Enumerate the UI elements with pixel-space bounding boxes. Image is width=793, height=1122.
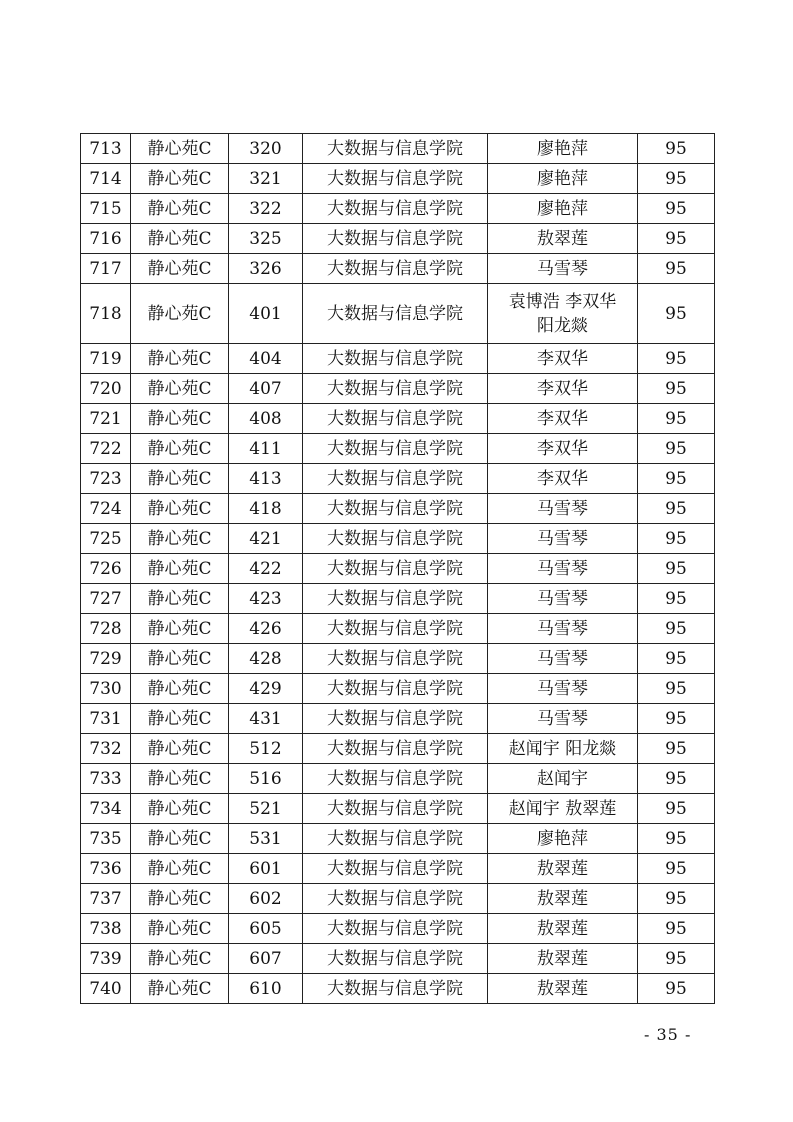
table-row xyxy=(81,944,715,974)
table-row xyxy=(81,794,715,824)
college-cell: 大数据与信息学院 xyxy=(303,914,488,944)
advisor-name-line: 马雪琴 xyxy=(537,618,588,639)
score-cell: 95 xyxy=(638,734,715,764)
advisor-names-cell xyxy=(488,224,638,254)
table-row xyxy=(81,344,715,374)
college-cell: 大数据与信息学院 xyxy=(303,344,488,374)
building-cell: 静心苑C xyxy=(131,794,229,824)
room-number-cell: 320 xyxy=(229,134,303,164)
building-cell: 静心苑C xyxy=(131,344,229,374)
table-row xyxy=(81,134,715,164)
score-cell: 95 xyxy=(638,974,715,1004)
advisor-names-cell xyxy=(488,734,638,764)
score-cell: 95 xyxy=(638,944,715,974)
row-number-cell: 736 xyxy=(81,854,131,884)
advisor-name-line: 赵闻宇 阳龙燚 xyxy=(508,738,617,759)
row-number-cell: 738 xyxy=(81,914,131,944)
advisor-name-line: 敖翠莲 xyxy=(537,858,588,879)
score-cell: 95 xyxy=(638,644,715,674)
advisor-name-line: 赵闻宇 敖翠莲 xyxy=(508,798,617,819)
table-row xyxy=(81,914,715,944)
advisor-names-cell xyxy=(488,764,638,794)
table-row xyxy=(81,974,715,1004)
score-cell: 95 xyxy=(638,884,715,914)
table-row xyxy=(81,434,715,464)
row-number-cell: 718 xyxy=(81,284,131,344)
building-cell: 静心苑C xyxy=(131,494,229,524)
table-row xyxy=(81,704,715,734)
building-cell: 静心苑C xyxy=(131,134,229,164)
college-cell: 大数据与信息学院 xyxy=(303,644,488,674)
score-cell: 95 xyxy=(638,584,715,614)
score-cell: 95 xyxy=(638,524,715,554)
row-number-cell: 720 xyxy=(81,374,131,404)
college-cell: 大数据与信息学院 xyxy=(303,284,488,344)
advisor-names-cell xyxy=(488,944,638,974)
advisor-name-line: 马雪琴 xyxy=(537,528,588,549)
advisor-names-cell xyxy=(488,794,638,824)
building-cell: 静心苑C xyxy=(131,584,229,614)
advisor-names-cell xyxy=(488,914,638,944)
room-number-cell: 601 xyxy=(229,854,303,884)
row-number-cell: 729 xyxy=(81,644,131,674)
room-number-cell: 411 xyxy=(229,434,303,464)
room-number-cell: 431 xyxy=(229,704,303,734)
score-cell: 95 xyxy=(638,794,715,824)
score-cell: 95 xyxy=(638,704,715,734)
table-row xyxy=(81,674,715,704)
table-row xyxy=(81,734,715,764)
score-cell: 95 xyxy=(638,854,715,884)
advisor-name-line: 廖艳萍 xyxy=(537,138,588,159)
row-number-cell: 734 xyxy=(81,794,131,824)
room-number-cell: 531 xyxy=(229,824,303,854)
table-row xyxy=(81,524,715,554)
college-cell: 大数据与信息学院 xyxy=(303,554,488,584)
row-number-cell: 717 xyxy=(81,254,131,284)
score-cell: 95 xyxy=(638,374,715,404)
room-number-cell: 413 xyxy=(229,464,303,494)
advisor-names-cell xyxy=(488,194,638,224)
table-row xyxy=(81,254,715,284)
advisor-name-line: 敖翠莲 xyxy=(537,228,588,249)
score-cell: 95 xyxy=(638,554,715,584)
table-row xyxy=(81,854,715,884)
advisor-name-line: 李双华 xyxy=(537,438,588,459)
table-row xyxy=(81,374,715,404)
college-cell: 大数据与信息学院 xyxy=(303,824,488,854)
room-number-cell: 426 xyxy=(229,614,303,644)
row-number-cell: 731 xyxy=(81,704,131,734)
score-cell: 95 xyxy=(638,494,715,524)
college-cell: 大数据与信息学院 xyxy=(303,494,488,524)
advisor-names-cell xyxy=(488,554,638,584)
advisor-name-line: 李双华 xyxy=(537,378,588,399)
advisor-names-cell xyxy=(488,524,638,554)
room-number-cell: 605 xyxy=(229,914,303,944)
advisor-name-line: 李双华 xyxy=(537,348,588,369)
row-number-cell: 732 xyxy=(81,734,131,764)
college-cell: 大数据与信息学院 xyxy=(303,584,488,614)
college-cell: 大数据与信息学院 xyxy=(303,614,488,644)
score-cell: 95 xyxy=(638,464,715,494)
advisor-names-cell xyxy=(488,464,638,494)
score-cell: 95 xyxy=(638,824,715,854)
dormitory-score-table xyxy=(80,133,715,1004)
score-cell: 95 xyxy=(638,224,715,254)
row-number-cell: 724 xyxy=(81,494,131,524)
advisor-name-line: 马雪琴 xyxy=(537,708,588,729)
advisor-names-cell xyxy=(488,374,638,404)
advisor-names-cell xyxy=(488,344,638,374)
advisor-names-cell xyxy=(488,644,638,674)
building-cell: 静心苑C xyxy=(131,554,229,584)
room-number-cell: 512 xyxy=(229,734,303,764)
building-cell: 静心苑C xyxy=(131,884,229,914)
advisor-name-line: 阳龙燚 xyxy=(537,315,588,336)
building-cell: 静心苑C xyxy=(131,974,229,1004)
score-cell: 95 xyxy=(638,434,715,464)
college-cell: 大数据与信息学院 xyxy=(303,254,488,284)
building-cell: 静心苑C xyxy=(131,914,229,944)
room-number-cell: 429 xyxy=(229,674,303,704)
advisor-name-line: 马雪琴 xyxy=(537,678,588,699)
row-number-cell: 737 xyxy=(81,884,131,914)
college-cell: 大数据与信息学院 xyxy=(303,194,488,224)
advisor-names-cell xyxy=(488,134,638,164)
row-number-cell: 728 xyxy=(81,614,131,644)
table-row xyxy=(81,464,715,494)
score-cell: 95 xyxy=(638,674,715,704)
page-number: - 35 - xyxy=(644,1025,692,1044)
advisor-name-line: 马雪琴 xyxy=(537,588,588,609)
row-number-cell: 715 xyxy=(81,194,131,224)
advisor-names-cell xyxy=(488,404,638,434)
building-cell: 静心苑C xyxy=(131,764,229,794)
college-cell: 大数据与信息学院 xyxy=(303,764,488,794)
room-number-cell: 408 xyxy=(229,404,303,434)
college-cell: 大数据与信息学院 xyxy=(303,974,488,1004)
table-row xyxy=(81,494,715,524)
score-cell: 95 xyxy=(638,254,715,284)
table-row xyxy=(81,164,715,194)
row-number-cell: 725 xyxy=(81,524,131,554)
advisor-name-line: 李双华 xyxy=(537,408,588,429)
advisor-names-cell xyxy=(488,974,638,1004)
room-number-cell: 322 xyxy=(229,194,303,224)
room-number-cell: 407 xyxy=(229,374,303,404)
table-row xyxy=(81,614,715,644)
score-cell: 95 xyxy=(638,344,715,374)
table-row xyxy=(81,644,715,674)
row-number-cell: 722 xyxy=(81,434,131,464)
advisor-name-line: 敖翠莲 xyxy=(537,978,588,999)
advisor-names-cell xyxy=(488,854,638,884)
score-cell: 95 xyxy=(638,194,715,224)
table-row xyxy=(81,554,715,584)
table-row xyxy=(81,764,715,794)
row-number-cell: 740 xyxy=(81,974,131,1004)
college-cell: 大数据与信息学院 xyxy=(303,464,488,494)
score-cell: 95 xyxy=(638,614,715,644)
row-number-cell: 726 xyxy=(81,554,131,584)
room-number-cell: 607 xyxy=(229,944,303,974)
row-number-cell: 735 xyxy=(81,824,131,854)
advisor-name-line: 马雪琴 xyxy=(537,648,588,669)
advisor-name-line: 廖艳萍 xyxy=(537,168,588,189)
row-number-cell: 719 xyxy=(81,344,131,374)
advisor-name-line: 马雪琴 xyxy=(537,258,588,279)
room-number-cell: 610 xyxy=(229,974,303,1004)
advisor-name-line: 赵闻宇 xyxy=(537,768,588,789)
building-cell: 静心苑C xyxy=(131,194,229,224)
advisor-name-line: 廖艳萍 xyxy=(537,828,588,849)
building-cell: 静心苑C xyxy=(131,644,229,674)
advisor-name-line: 袁博浩 李双华 xyxy=(508,291,617,312)
score-cell: 95 xyxy=(638,914,715,944)
score-cell: 95 xyxy=(638,764,715,794)
advisor-names-cell xyxy=(488,884,638,914)
room-number-cell: 325 xyxy=(229,224,303,254)
advisor-names-cell xyxy=(488,824,638,854)
table-row xyxy=(81,404,715,434)
room-number-cell: 321 xyxy=(229,164,303,194)
building-cell: 静心苑C xyxy=(131,734,229,764)
advisor-names-cell xyxy=(488,674,638,704)
room-number-cell: 326 xyxy=(229,254,303,284)
college-cell: 大数据与信息学院 xyxy=(303,884,488,914)
college-cell: 大数据与信息学院 xyxy=(303,674,488,704)
room-number-cell: 428 xyxy=(229,644,303,674)
college-cell: 大数据与信息学院 xyxy=(303,854,488,884)
row-number-cell: 716 xyxy=(81,224,131,254)
room-number-cell: 516 xyxy=(229,764,303,794)
score-cell: 95 xyxy=(638,134,715,164)
row-number-cell: 714 xyxy=(81,164,131,194)
table-row xyxy=(81,284,715,344)
room-number-cell: 602 xyxy=(229,884,303,914)
building-cell: 静心苑C xyxy=(131,854,229,884)
advisor-name-line: 敖翠莲 xyxy=(537,888,588,909)
building-cell: 静心苑C xyxy=(131,404,229,434)
advisor-name-line: 马雪琴 xyxy=(537,498,588,519)
table-row xyxy=(81,224,715,254)
row-number-cell: 733 xyxy=(81,764,131,794)
building-cell: 静心苑C xyxy=(131,614,229,644)
building-cell: 静心苑C xyxy=(131,374,229,404)
advisor-names-cell xyxy=(488,704,638,734)
advisor-names-cell xyxy=(488,284,638,344)
building-cell: 静心苑C xyxy=(131,164,229,194)
college-cell: 大数据与信息学院 xyxy=(303,524,488,554)
advisor-names-cell xyxy=(488,164,638,194)
college-cell: 大数据与信息学院 xyxy=(303,224,488,254)
table-row xyxy=(81,194,715,224)
room-number-cell: 418 xyxy=(229,494,303,524)
row-number-cell: 721 xyxy=(81,404,131,434)
room-number-cell: 404 xyxy=(229,344,303,374)
advisor-names-cell xyxy=(488,584,638,614)
advisor-name-line: 敖翠莲 xyxy=(537,918,588,939)
score-cell: 95 xyxy=(638,284,715,344)
college-cell: 大数据与信息学院 xyxy=(303,734,488,764)
building-cell: 静心苑C xyxy=(131,464,229,494)
advisor-name-line: 李双华 xyxy=(537,468,588,489)
row-number-cell: 739 xyxy=(81,944,131,974)
row-number-cell: 723 xyxy=(81,464,131,494)
advisor-names-cell xyxy=(488,494,638,524)
college-cell: 大数据与信息学院 xyxy=(303,404,488,434)
college-cell: 大数据与信息学院 xyxy=(303,704,488,734)
score-cell: 95 xyxy=(638,404,715,434)
college-cell: 大数据与信息学院 xyxy=(303,164,488,194)
building-cell: 静心苑C xyxy=(131,524,229,554)
row-number-cell: 730 xyxy=(81,674,131,704)
row-number-cell: 713 xyxy=(81,134,131,164)
building-cell: 静心苑C xyxy=(131,944,229,974)
advisor-names-cell xyxy=(488,434,638,464)
row-number-cell: 727 xyxy=(81,584,131,614)
advisor-names-cell xyxy=(488,614,638,644)
building-cell: 静心苑C xyxy=(131,224,229,254)
table-row xyxy=(81,884,715,914)
college-cell: 大数据与信息学院 xyxy=(303,434,488,464)
room-number-cell: 401 xyxy=(229,284,303,344)
college-cell: 大数据与信息学院 xyxy=(303,944,488,974)
room-number-cell: 422 xyxy=(229,554,303,584)
building-cell: 静心苑C xyxy=(131,674,229,704)
college-cell: 大数据与信息学院 xyxy=(303,794,488,824)
table-row xyxy=(81,584,715,614)
room-number-cell: 421 xyxy=(229,524,303,554)
table-row xyxy=(81,824,715,854)
college-cell: 大数据与信息学院 xyxy=(303,374,488,404)
room-number-cell: 521 xyxy=(229,794,303,824)
building-cell: 静心苑C xyxy=(131,284,229,344)
building-cell: 静心苑C xyxy=(131,704,229,734)
college-cell: 大数据与信息学院 xyxy=(303,134,488,164)
table-body xyxy=(81,134,715,1004)
advisor-name-line: 敖翠莲 xyxy=(537,948,588,969)
building-cell: 静心苑C xyxy=(131,824,229,854)
building-cell: 静心苑C xyxy=(131,434,229,464)
room-number-cell: 423 xyxy=(229,584,303,614)
advisor-name-line: 马雪琴 xyxy=(537,558,588,579)
advisor-name-line: 廖艳萍 xyxy=(537,198,588,219)
score-cell: 95 xyxy=(638,164,715,194)
advisor-names-cell xyxy=(488,254,638,284)
building-cell: 静心苑C xyxy=(131,254,229,284)
